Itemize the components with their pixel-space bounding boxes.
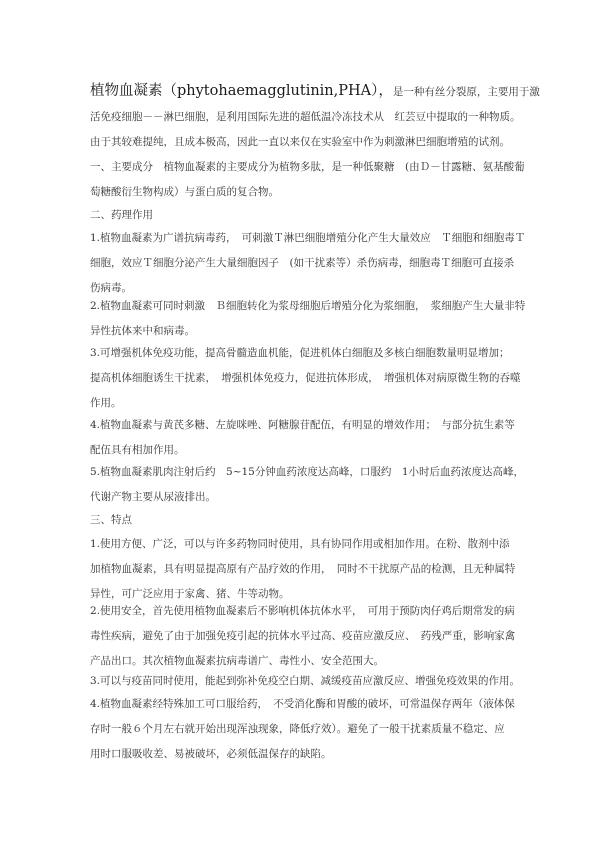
pharmacology-item-4 (90, 413, 520, 463)
item-line: 伤病毒。 (90, 282, 132, 294)
composition-line-2: 萄糖酸衍生物构成）与蛋白质的复合物。 (90, 186, 279, 198)
item-line: 4.植物血凝素与黄芪多糖、左旋咪唑、阿糖腺苷配伍，有明显的增效作用； 与部分抗生素等 (90, 419, 515, 431)
item-line: 3.可增强机体免疫功能，提高骨髓造血机能，促进机体白细胞及多核白细胞数量明显增加； (90, 347, 510, 359)
item-line: 1.使用方便、广泛，可以与许多药物同时使用，具有协同作用或相加作用。在粉、散剂中添 (90, 538, 510, 550)
features-item-1 (90, 532, 520, 607)
item-line: 提高机体细胞诱生干扰素， 增强机体免疫力，促进抗体形成， 增强机体对病原微生物的吞噬 (90, 372, 521, 384)
item-line: 1.植物血凝素为广谱抗病毒药， 可刺激Ｔ淋巴细胞增殖分化产生大量效应 Ｔ细胞和细胞毒Ｔ (90, 232, 526, 244)
section-heading: 二、药理作用 (90, 209, 153, 221)
intro-line-2: 活免疫细胞－－淋巴细胞，是利用国际先进的超低温冷冻技术从 红芸豆中提取的一种物质。 (90, 111, 521, 123)
item-line: 异性抗体来中和病毒。 (90, 325, 195, 337)
item-line: 4.植物血凝素经特殊加工可口服给药， 不受消化酶和胃酸的破坏，可常温保存两年（液体保 (90, 698, 515, 710)
features-item-4 (90, 692, 520, 767)
pharmacology-item-3 (90, 341, 520, 416)
item-line: 2.使用安全，首先使用植物血凝素后不影响机体抗体水平， 可用于预防肉仔鸡后期常发的病 (90, 605, 515, 617)
doc-title-term: 植物血凝素 (90, 83, 163, 99)
item-line: 细胞，效应Ｔ细胞分泌产生大量细胞因子 (如干扰素等）杀伤病毒，细胞毒Ｔ细胞可直接杀 (90, 257, 515, 269)
item-line: 存时一般６个月左右就开始出现浑浊现象，降低疗效）。避免了一般干扰素质量不稳定、应 (90, 723, 505, 735)
section-features-heading (90, 508, 520, 533)
composition-line-1: 一、主要成分 植物血凝素的主要成分为植物多肽，是一种低聚糖 (由Ｄ－甘露糖、氨基酸葡 (90, 161, 525, 173)
features-item-2 (90, 599, 520, 674)
doc-title-name: （phytohaemagglutinin,PHA）， (162, 83, 393, 99)
item-line: 代谢产物主要从尿液排出。 (90, 491, 216, 503)
item-line: 作用。 (90, 397, 122, 409)
item-line: 5.植物血凝素肌肉注射后约 5~15分钟血药浓度达高峰，口服约 1小时后血药浓度达高峰， (90, 466, 525, 478)
section-pharmacology-heading (90, 203, 520, 228)
features-item-3 (90, 669, 520, 694)
item-line: 异性，可广泛应用于家禽、猪、牛等动物。 (90, 588, 290, 600)
item-line: 用时口服吸收差、易被破坏，必须低温保存的缺陷。 (90, 748, 332, 760)
item-line: 3.可以与疫苗同时使用，能起到弥补免疫空白期、减缓疫苗应激反应、增强免疫效果的作用。 (90, 675, 521, 687)
intro-line-3: 由于其较难提纯，且成本极高，因此一直以来仅在实验室中作为刺激淋巴细胞增殖的试剂。 (90, 136, 510, 148)
item-line: 毒性疾病，避免了由于加强免疫引起的抗体水平过高、疫苗应激反应、 药残严重，影响家禽 (90, 630, 516, 642)
item-line: 产品出口。其次植物血凝素抗病毒谱广、毒性小、安全范围大。 (90, 655, 384, 667)
pharmacology-item-2 (90, 294, 526, 344)
intro-paragraph (90, 78, 540, 155)
section-heading: 三、特点 (90, 514, 132, 526)
section-composition (90, 155, 525, 205)
item-line: 2.植物血凝素可同时刺激 Ｂ细胞转化为浆母细胞后增殖分化为浆细胞， 浆细胞产生大量非特 (90, 300, 526, 312)
intro-line-1-rest: 是一种有丝分裂原，主要用于激 (392, 86, 540, 98)
pharmacology-item-5 (90, 460, 525, 510)
pharmacology-item-1 (90, 226, 526, 301)
item-line: 加植物血凝素，具有明显提高原有产品疗效的作用， 同时不干扰原产品的检测，且无种属特 (90, 563, 516, 575)
item-line: 配伍具有相加作用。 (90, 444, 185, 456)
intro-line-1 (90, 78, 540, 105)
